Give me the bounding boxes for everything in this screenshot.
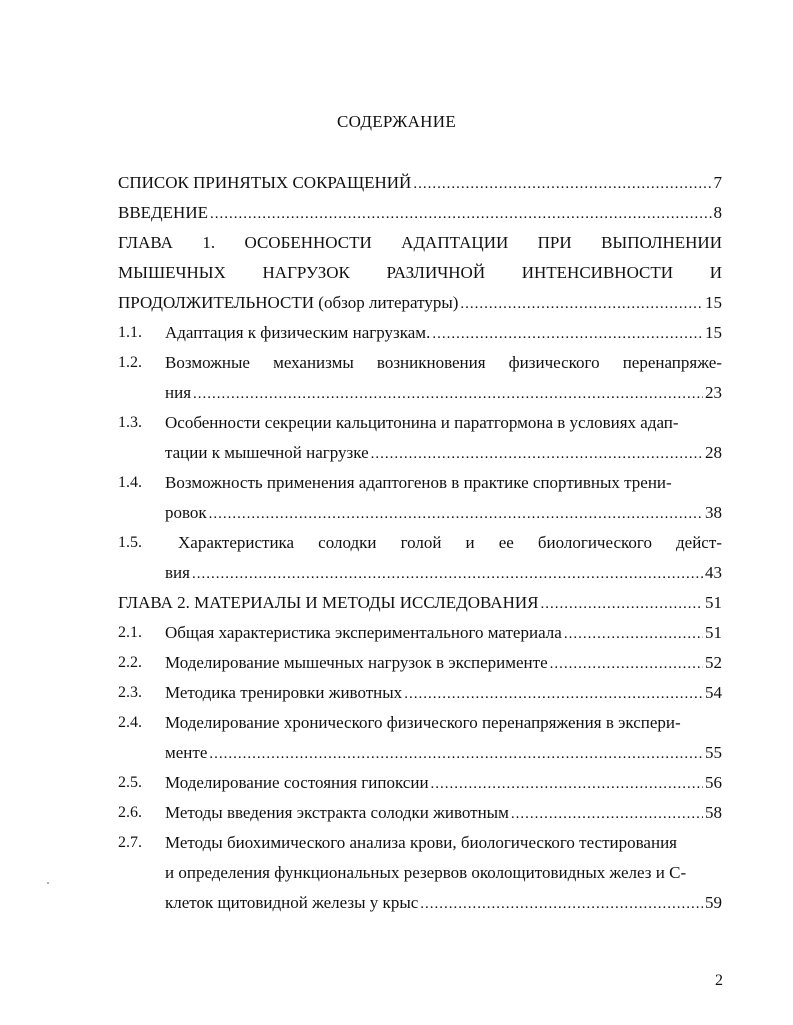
- toc-entry-1-5-line-1[interactable]: [178, 528, 722, 558]
- word: РАЗЛИЧНОЙ: [386, 263, 486, 282]
- toc-entry-2-7-line-2[interactable]: [165, 858, 722, 888]
- word: МЫШЕЧНЫХ: [118, 263, 226, 282]
- word: возникновения: [376, 353, 486, 372]
- toc-entry-text: вия: [165, 563, 190, 582]
- toc-entry-introduction[interactable]: [118, 198, 722, 228]
- toc-entry-2-1[interactable]: [165, 618, 722, 648]
- leader-dots: [550, 649, 703, 679]
- toc-entry-text: менте: [165, 743, 208, 762]
- word: солодки: [318, 533, 377, 552]
- toc-entry-2-7-line-1[interactable]: [165, 828, 722, 858]
- toc-entry-2-5[interactable]: [165, 768, 722, 798]
- toc-entry-text: клеток щитовидной железы у крыс: [165, 893, 419, 912]
- toc-entry-1-4-line-1[interactable]: [165, 468, 722, 498]
- toc-entry-2-4-line-2[interactable]: [165, 738, 722, 768]
- toc-entry-2-4-line-1[interactable]: [165, 708, 722, 738]
- toc-entry-text: ГЛАВА 2. МАТЕРИАЛЫ И МЕТОДЫ ИССЛЕДОВАНИЯ: [118, 593, 539, 612]
- toc-entry-page: 8: [713, 203, 722, 222]
- leader-dots: [431, 769, 703, 799]
- toc-entry-text: тации к мышечной нагрузке: [165, 443, 369, 462]
- toc-entry-page: 15: [705, 293, 722, 312]
- leader-dots: [413, 169, 711, 199]
- toc-chapter-1-line-2[interactable]: [118, 258, 722, 288]
- word: физического: [508, 353, 600, 372]
- leader-dots: [460, 289, 703, 319]
- toc-entry-page: 38: [705, 503, 722, 522]
- section-number: 2.6.: [118, 804, 142, 821]
- toc-entry-text: Моделирование хронического физического перенапряжения в экспери-: [165, 713, 681, 732]
- word: АДАПТАЦИИ: [401, 233, 509, 252]
- word: голой: [400, 533, 442, 552]
- word: ее: [498, 533, 514, 552]
- toc-entry-1-5-line-2[interactable]: [165, 558, 722, 588]
- word: ГЛАВА: [118, 233, 173, 252]
- toc-entry-text: и определения функциональных резервов околощитовидных желез и С-: [165, 863, 687, 882]
- toc-entry-1-3-line-1[interactable]: [165, 408, 722, 438]
- toc-entry-text: ния: [165, 383, 192, 402]
- section-number: 1.2.: [118, 354, 142, 371]
- section-number: 1.5.: [118, 534, 142, 551]
- toc-entry-page: 51: [705, 623, 722, 642]
- toc-chapter-1-line-3[interactable]: [118, 288, 722, 318]
- toc-entry-text: Методы биохимического анализа крови, биологического тестирования: [165, 833, 677, 852]
- toc-entry-1-4-line-2[interactable]: [165, 498, 722, 528]
- toc-entry-text: Возможность применения адаптогенов в практике спортивных трени-: [165, 473, 672, 492]
- toc-entry-page: 58: [705, 803, 722, 822]
- toc-chapter-1-line-1[interactable]: [118, 228, 722, 258]
- section-number: 2.7.: [118, 834, 142, 851]
- section-number: 2.4.: [118, 714, 142, 731]
- leader-dots: [193, 379, 703, 409]
- leader-dots: [404, 679, 703, 709]
- section-number: 2.3.: [118, 684, 142, 701]
- toc-entry-text: ВВЕДЕНИЕ: [118, 203, 208, 222]
- toc-entry-abbreviations[interactable]: [118, 168, 722, 198]
- toc-entry-page: 52: [705, 653, 722, 672]
- toc-entry-page: 59: [705, 893, 722, 912]
- toc-entry-page: 56: [705, 773, 722, 792]
- toc-entry-page: 43: [705, 563, 722, 582]
- toc-entry-text: СПИСОК ПРИНЯТЫХ СОКРАЩЕНИЙ: [118, 173, 412, 192]
- toc-entry-page: 55: [705, 743, 722, 762]
- leader-dots: [209, 499, 703, 529]
- word: ПРИ: [537, 233, 572, 252]
- page-title: СОДЕРЖАНИЕ: [336, 112, 457, 131]
- word: 1.: [202, 233, 216, 252]
- toc-entry-page: 7: [713, 173, 722, 192]
- page-number: 2: [715, 972, 723, 989]
- toc-entry-text: Моделирование мышечных нагрузок в эксперименте: [165, 653, 548, 672]
- leader-dots: [511, 799, 703, 829]
- word: биологического: [537, 533, 652, 552]
- toc-entry-page: 23: [705, 383, 722, 402]
- leader-dots: [564, 619, 703, 649]
- toc-entry-text: Методы введения экстракта солодки животным: [165, 803, 509, 822]
- leader-dots: [210, 199, 712, 229]
- toc-entry-1-2-line-1[interactable]: [165, 348, 722, 378]
- toc-entry-page: 51: [705, 593, 722, 612]
- leader-dots: [209, 739, 703, 769]
- toc-entry-page: 28: [705, 443, 722, 462]
- leader-dots: [371, 439, 703, 469]
- section-number: 2.2.: [118, 654, 142, 671]
- word: Возможные: [165, 353, 250, 372]
- word: Характеристика: [178, 533, 295, 552]
- toc-entry-text: Моделирование состояния гипоксии: [165, 773, 429, 792]
- toc-entry-1-1[interactable]: [165, 318, 722, 348]
- leader-dots: [432, 319, 703, 349]
- toc-chapter-2[interactable]: [118, 588, 722, 618]
- section-number: 2.1.: [118, 624, 142, 641]
- toc-entry-text: ПРОДОЛЖИТЕЛЬНОСТИ (обзор литературы): [118, 293, 459, 312]
- toc-entry-text: Особенности секреции кальцитонина и паратгормона в условиях адап-: [165, 413, 679, 432]
- toc-entry-page: 54: [705, 683, 722, 702]
- toc-entry-2-6[interactable]: [165, 798, 722, 828]
- toc-entry-2-3[interactable]: [165, 678, 722, 708]
- toc-entry-text: Общая характеристика экспериментального материала: [165, 623, 562, 642]
- toc-entry-text: Адаптация к физическим нагрузкам.: [165, 323, 431, 342]
- leader-dots: [420, 889, 703, 919]
- toc-entry-text: Методика тренировки животных: [165, 683, 403, 702]
- leader-dots: [540, 589, 703, 619]
- toc-entry-text: ровок: [165, 503, 207, 522]
- toc-entry-1-3-line-2[interactable]: [165, 438, 722, 468]
- toc-entry-1-2-line-2[interactable]: [165, 378, 722, 408]
- scan-speck: [47, 882, 49, 884]
- section-number: 2.5.: [118, 774, 142, 791]
- toc-entry-2-7-line-3[interactable]: [165, 888, 722, 918]
- section-number: 1.1.: [118, 324, 142, 341]
- word: НАГРУЗОК: [262, 263, 350, 282]
- word: и: [465, 533, 475, 552]
- word: ВЫПОЛНЕНИИ: [601, 233, 722, 252]
- word: ОСОБЕННОСТИ: [244, 233, 372, 252]
- word: перенапряже-: [622, 353, 722, 372]
- word: дейст-: [676, 533, 722, 552]
- toc-entry-page: 15: [705, 323, 722, 342]
- toc-entry-2-2[interactable]: [165, 648, 722, 678]
- word: механизмы: [273, 353, 354, 372]
- word: ИНТЕНСИВНОСТИ: [521, 263, 674, 282]
- section-number: 1.4.: [118, 474, 142, 491]
- word: И: [709, 263, 722, 282]
- section-number: 1.3.: [118, 414, 142, 431]
- leader-dots: [192, 559, 703, 589]
